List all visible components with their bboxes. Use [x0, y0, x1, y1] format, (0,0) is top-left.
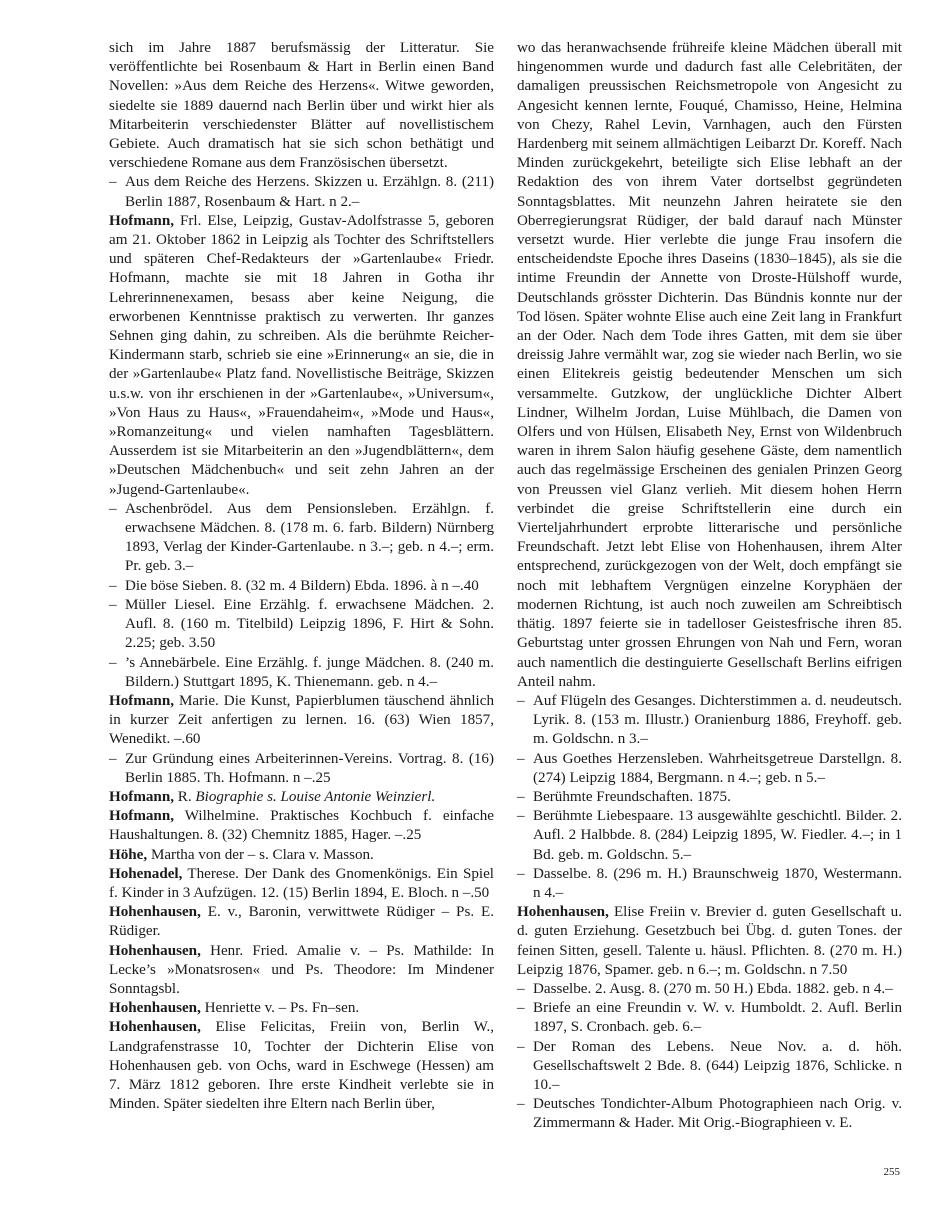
entry-name: Hofmann, — [109, 212, 174, 229]
item-text: Aus dem Reiche des Herzens. Skizzen u. Erzählgn. 8. (211) Berlin 1887, Rosenbaum & Hart. n 2.– — [125, 174, 494, 210]
entry-text: Elise Freiin v. Brevier d. guten Gesellschaft u. d. guten Erziehung. Gesetzbuch bei Übg. d. guten Tones. der feinen Sitten, gesell. Talente u. häusl. Pflichten. 8. (270 m. H.) Leipzig 1876, Spamer. geb. n 6.–; m. Goldschn. n 7.50 — [517, 904, 902, 978]
item-text: Dasselbe. 8. (296 m. H.) Braunschweig 1870, Westermann. n 4.– — [533, 865, 902, 901]
item-text: Aus Goethes Herzensleben. Wahrheitsgetreue Darstellgn. 8. (274) Leipzig 1884, Bergmann. n 4.–; geb. n 5.– — [533, 750, 902, 786]
item-text: Der Roman des Lebens. Neue Nov. a. d. höh. Gesellschaftswelt 2 Bde. 8. (644) Leipzig 1876, Schlicke. n 10.– — [533, 1038, 902, 1093]
bibliography-item — [109, 577, 494, 596]
item-dash: – — [517, 1000, 525, 1017]
paragraph: wo das heranwachsende frühreife kleine Mädchen überall mit hingenommen wurde und dadurch fast alle Celebritäten, der damaligen preussischen Reichsmetropole von Angesicht zu Angesicht kennen lernte, Fouqué, Chamisso, Heine, Helmina von Chezy, Rahel Levin, Varnhagen, auch den Fürsten Hardenberg mit seinem allmächtigen Leibarzt Dr. Koreff. Nach Minden zurückgekehrt, beteiligte sich Elise lebhaft an der Redaktion des von ihrem Vater dortselbst gegründeten Sonntagsblattes. Mit neunzehn Jahren heiratete sie den Oberregierungsrat Rüdiger, der bald darauf nach Münster versetzt wurde. Hier verlebte die junge Frau insofern die entscheidendste Epoche ihres Daseins (1830–1845), als sie die intime Freundin der Annette von Droste-Hülshoff wurde, Deutschlands grösster Dichterin. Das Bündnis konnte nur der Tod lösen. Später wohnte Elise auch eine Zeit lang in Frankfurt an der Oder. Nach dem Tode ihres Gatten, mit dem sie über dreissig Jahre vermählt war, zog sie wieder nach Berlin, wo sie einen Elitekreis geistig bedeutender Menschen um sich versammelte. Gutzkow, der unglückliche Dichter Albert Lindner, Wilhelm Jordan, Luise Mühlbach, die Damen von Olfers und von Hülsen, Elisabeth Ney, Ernst von Wildenbruch waren in ihrem Salon häufig gesehene Gäste, dem namentlich auch das regelmässige Erscheinen des genialen Prinzen Georg von Preussen viel Glanz verlieh. Mit diesem hohen Herrn verbindet die greise Schriftstellerin eine durch ein Vierteljahrhundert erprobte litterarische und persönliche Freundschaft. Jetzt lebt Elise von Hohenhausen, ihrem Alter entsprechend, zurückgezogen von der Welt, doch empfängt sie noch mit lebhaftem Vergnügen einzelne Koryphäen der modernen Richtung, ist auch noch zuweilen am Schreibtisch thätig. 1897 feierte sie in tadelloser Geistesfrische ihren 85. Geburtstag unter grossen Ehrungen von Nah und Fern, woran auch namentlich die destinguierte Gesellschaft Berlins eifrigen Anteil nahm. — [517, 40, 902, 690]
item-dash: – — [517, 1096, 525, 1113]
entry-name: Hohenadel, — [109, 865, 183, 882]
entry-text: Frl. Else, Leipzig, Gustav-Adolfstrasse 5, geboren am 21. Oktober 1862 in Leipzig als Tochter des Schriftstellers und späteren Chef-Redakteurs der »Gartenlaube« Friedr. Hofmann, machte sie mit 18 Jahren in Gotha ihr Lehrerinnenexamen, besass aber keine Neigung, die erworbenen Kenntnisse praktisch zu verwerten. Ihr ganzes Sehnen ging dahin, zu schreiben. Als die berühmte Reicher-Kindermann starb, schrieb sie eine »Erinnerung« an sie, die in der »Gartenlaube« Platz fand. Novellistische Beiträge, Skizzen u.s.w. von ihr erschienen in der »Gartenlaube«, »Universum«, »Von Haus zu Haus«, »Frauendaheim«, »Mode und Haus«, »Romanzeitung« und vielen namhaften Tagesblättern. Ausserdem ist sie Mitarbeiterin an den »Jugendblättern«, dem »Deutschen Mädchenbuch« und seit zehn Jahren an der »Jugend-Gartenlaube«. — [109, 212, 494, 498]
item-dash: – — [109, 174, 117, 191]
item-dash: – — [517, 788, 525, 805]
bibliography-item — [517, 788, 902, 807]
item-dash: – — [109, 500, 117, 517]
item-dash: – — [109, 750, 117, 767]
entry-name: Höhe, — [109, 846, 148, 863]
entry-text: Marie. Die Kunst, Papierblumen täuschend ähnlich in kurzer Zeit anfertigen zu lernen. 16. (63) Wien 1857, Wenedikt. –.60 — [109, 692, 495, 748]
bibliography-item — [109, 654, 494, 692]
entry-text: Martha von der – s. Clara v. Masson. — [150, 846, 374, 863]
bibliography-item — [517, 750, 902, 788]
item-dash: – — [517, 1038, 525, 1055]
left-column — [109, 39, 494, 1114]
entry-text: Henr. Fried. Amalie v. – Ps. Mathilde: In Lecke’s »Monatsrosen« und Ps. Theodore: Im Mindener Sonntagsbl. — [109, 942, 494, 997]
entry-text: Henriette v. – Ps. Fn–sen. — [204, 1000, 360, 1017]
item-text: ’s Annebärbele. Eine Erzählg. f. junge Mädchen. 8. (240 m. Bildern.) Stuttgart 1895, K. Thienemann. geb. n 4.– — [125, 654, 494, 690]
entry-name: Hohenhausen, — [517, 904, 609, 921]
entry-text: Elise Felicitas, Freiin von, Berlin W., Landgrafenstrasse 10, Tochter der Dichterin Elise von Hohenhausen geb. von Ochs, ward in Eschwege (Hessen) am 7. März 1812 geboren. Ihre erste Kindheit verlebte sie in Minden. Später siedelten ihre Eltern nach Berlin über, — [109, 1019, 494, 1113]
entry-name: Hohenhausen, — [109, 1000, 201, 1017]
paragraph: sich im Jahre 1887 berufsmässig der Litteratur. Sie veröffentlichte bei Rosenbaum & Hart in Berlin einen Band Novellen: »Aus dem Reiche des Herzens«. Witwe geworden, siedelte sie 1889 dauernd nach Berlin über und wirkt hier als Mitarbeiterin verschiedenster Blätter auf novellistischem Gebiete. Auch dramatisch hat sie sich schon bethätigt und verschiedene Romane aus dem Französischen übersetzt. — [109, 40, 494, 172]
lexicon-entry — [517, 903, 902, 980]
item-text: Berühmte Liebespaare. 13 ausgewählte geschichtl. Bilder. 2. Aufl. 2 Halbbde. 8. (284) Leipzig 1895, W. Fiedler. 4.–; in 1 Bd. geb. m. Goldschn. 5.– — [533, 808, 902, 863]
entry-name: Hofmann, — [109, 692, 174, 709]
entry-name: Hohenhausen, — [109, 904, 201, 921]
item-dash: – — [517, 692, 525, 709]
lexicon-entry — [109, 942, 494, 1000]
item-dash: – — [517, 808, 525, 825]
lexicon-entry — [109, 807, 494, 845]
item-dash: – — [109, 596, 117, 613]
bibliography-item — [109, 173, 494, 211]
bibliography-item — [517, 807, 902, 865]
lexicon-entry — [109, 846, 494, 865]
page-number: 255 — [883, 1166, 900, 1178]
item-text: Berühmte Freundschaften. 1875. — [533, 788, 731, 805]
bibliography-item — [517, 1095, 902, 1133]
entry-name: Hohenhausen, — [109, 1019, 201, 1036]
lexicon-entry — [109, 212, 494, 500]
item-text: Dasselbe. 2. Ausg. 8. (270 m. 50 H.) Ebda. 1882. geb. n 4.– — [533, 980, 893, 997]
right-column — [517, 39, 902, 1134]
item-text: Müller Liesel. Eine Erzählg. f. erwachsene Mädchen. 2. Aufl. 8. (160 m. Titelbild) Leipzig 1896, F. Hirt & Sohn. 2.25; geb. 3.50 — [125, 596, 494, 652]
lexicon-entry — [109, 903, 494, 941]
item-dash: – — [517, 750, 525, 767]
item-text: Zur Gründung eines Arbeiterinnen-Vereins. Vortrag. 8. (16) Berlin 1885. Th. Hofmann. n –.25 — [125, 750, 494, 786]
lexicon-entry — [109, 865, 494, 903]
item-text: Aschenbrödel. Aus dem Pensionsleben. Erzählgn. f. erwachsene Mädchen. 8. (178 m. 6. farb. Bildern) Nürnberg 1893, Verlag der Kinder-Gartenlaube. n 3.–; geb. n 4.–; erm. Pr. geb. 3.– — [125, 500, 494, 575]
bibliography-item — [109, 596, 494, 654]
item-text: Deutsches Tondichter-Album Photographieen nach Orig. v. Zimmermann & Hader. Mit Orig.-Biographieen v. E. — [533, 1096, 902, 1132]
lexicon-entry — [109, 692, 494, 750]
item-text: Die böse Sieben. 8. (32 m. 4 Bildern) Ebda. 1896. à n –.40 — [125, 577, 479, 594]
bibliography-item — [517, 980, 902, 999]
entry-name: Hohenhausen, — [109, 942, 201, 959]
bibliography-item — [109, 750, 494, 788]
bibliography-item — [517, 999, 902, 1037]
item-dash: – — [109, 577, 117, 594]
item-dash: – — [517, 865, 525, 882]
item-dash: – — [109, 654, 117, 671]
entry-text: Therese. Der Dank des Gnomenkönigs. Ein Spiel f. Kinder in 3 Aufzügen. 12. (15) Berlin 1894, E. Bloch. n –.50 — [109, 865, 494, 901]
lexicon-entry — [109, 1018, 494, 1114]
bibliography-item — [517, 865, 902, 903]
entry-name: Hofmann, — [109, 788, 174, 805]
entry-text: E. v., Baronin, verwittwete Rüdiger – Ps. E. Rüdiger. — [109, 904, 494, 940]
entry-prefix: R. — [177, 788, 196, 805]
item-text: Auf Flügeln des Gesanges. Dichterstimmen a. d. neudeutsch. Lyrik. 8. (153 m. Illustr.) Oranienburg 1886, Freyhoff. geb. m. Goldschn. n 3.– — [533, 692, 902, 748]
item-dash: – — [517, 980, 525, 997]
lexicon-entry — [109, 999, 494, 1018]
bibliography-item — [109, 500, 494, 577]
entry-name: Hofmann, — [109, 808, 174, 825]
bibliography-item — [517, 692, 902, 750]
bibliography-item — [517, 1038, 902, 1096]
item-text: Briefe an eine Freundin v. W. v. Humboldt. 2. Aufl. Berlin 1897, S. Cronbach. geb. 6.– — [533, 1000, 902, 1036]
entry-text: Wilhelmine. Praktisches Kochbuch f. einfache Haushaltungen. 8. (32) Chemnitz 1885, Hager. –.25 — [109, 808, 494, 844]
entry-italic: Biographie s. Louise Antonie Weinzierl. — [195, 788, 436, 805]
lexicon-entry — [109, 788, 494, 807]
